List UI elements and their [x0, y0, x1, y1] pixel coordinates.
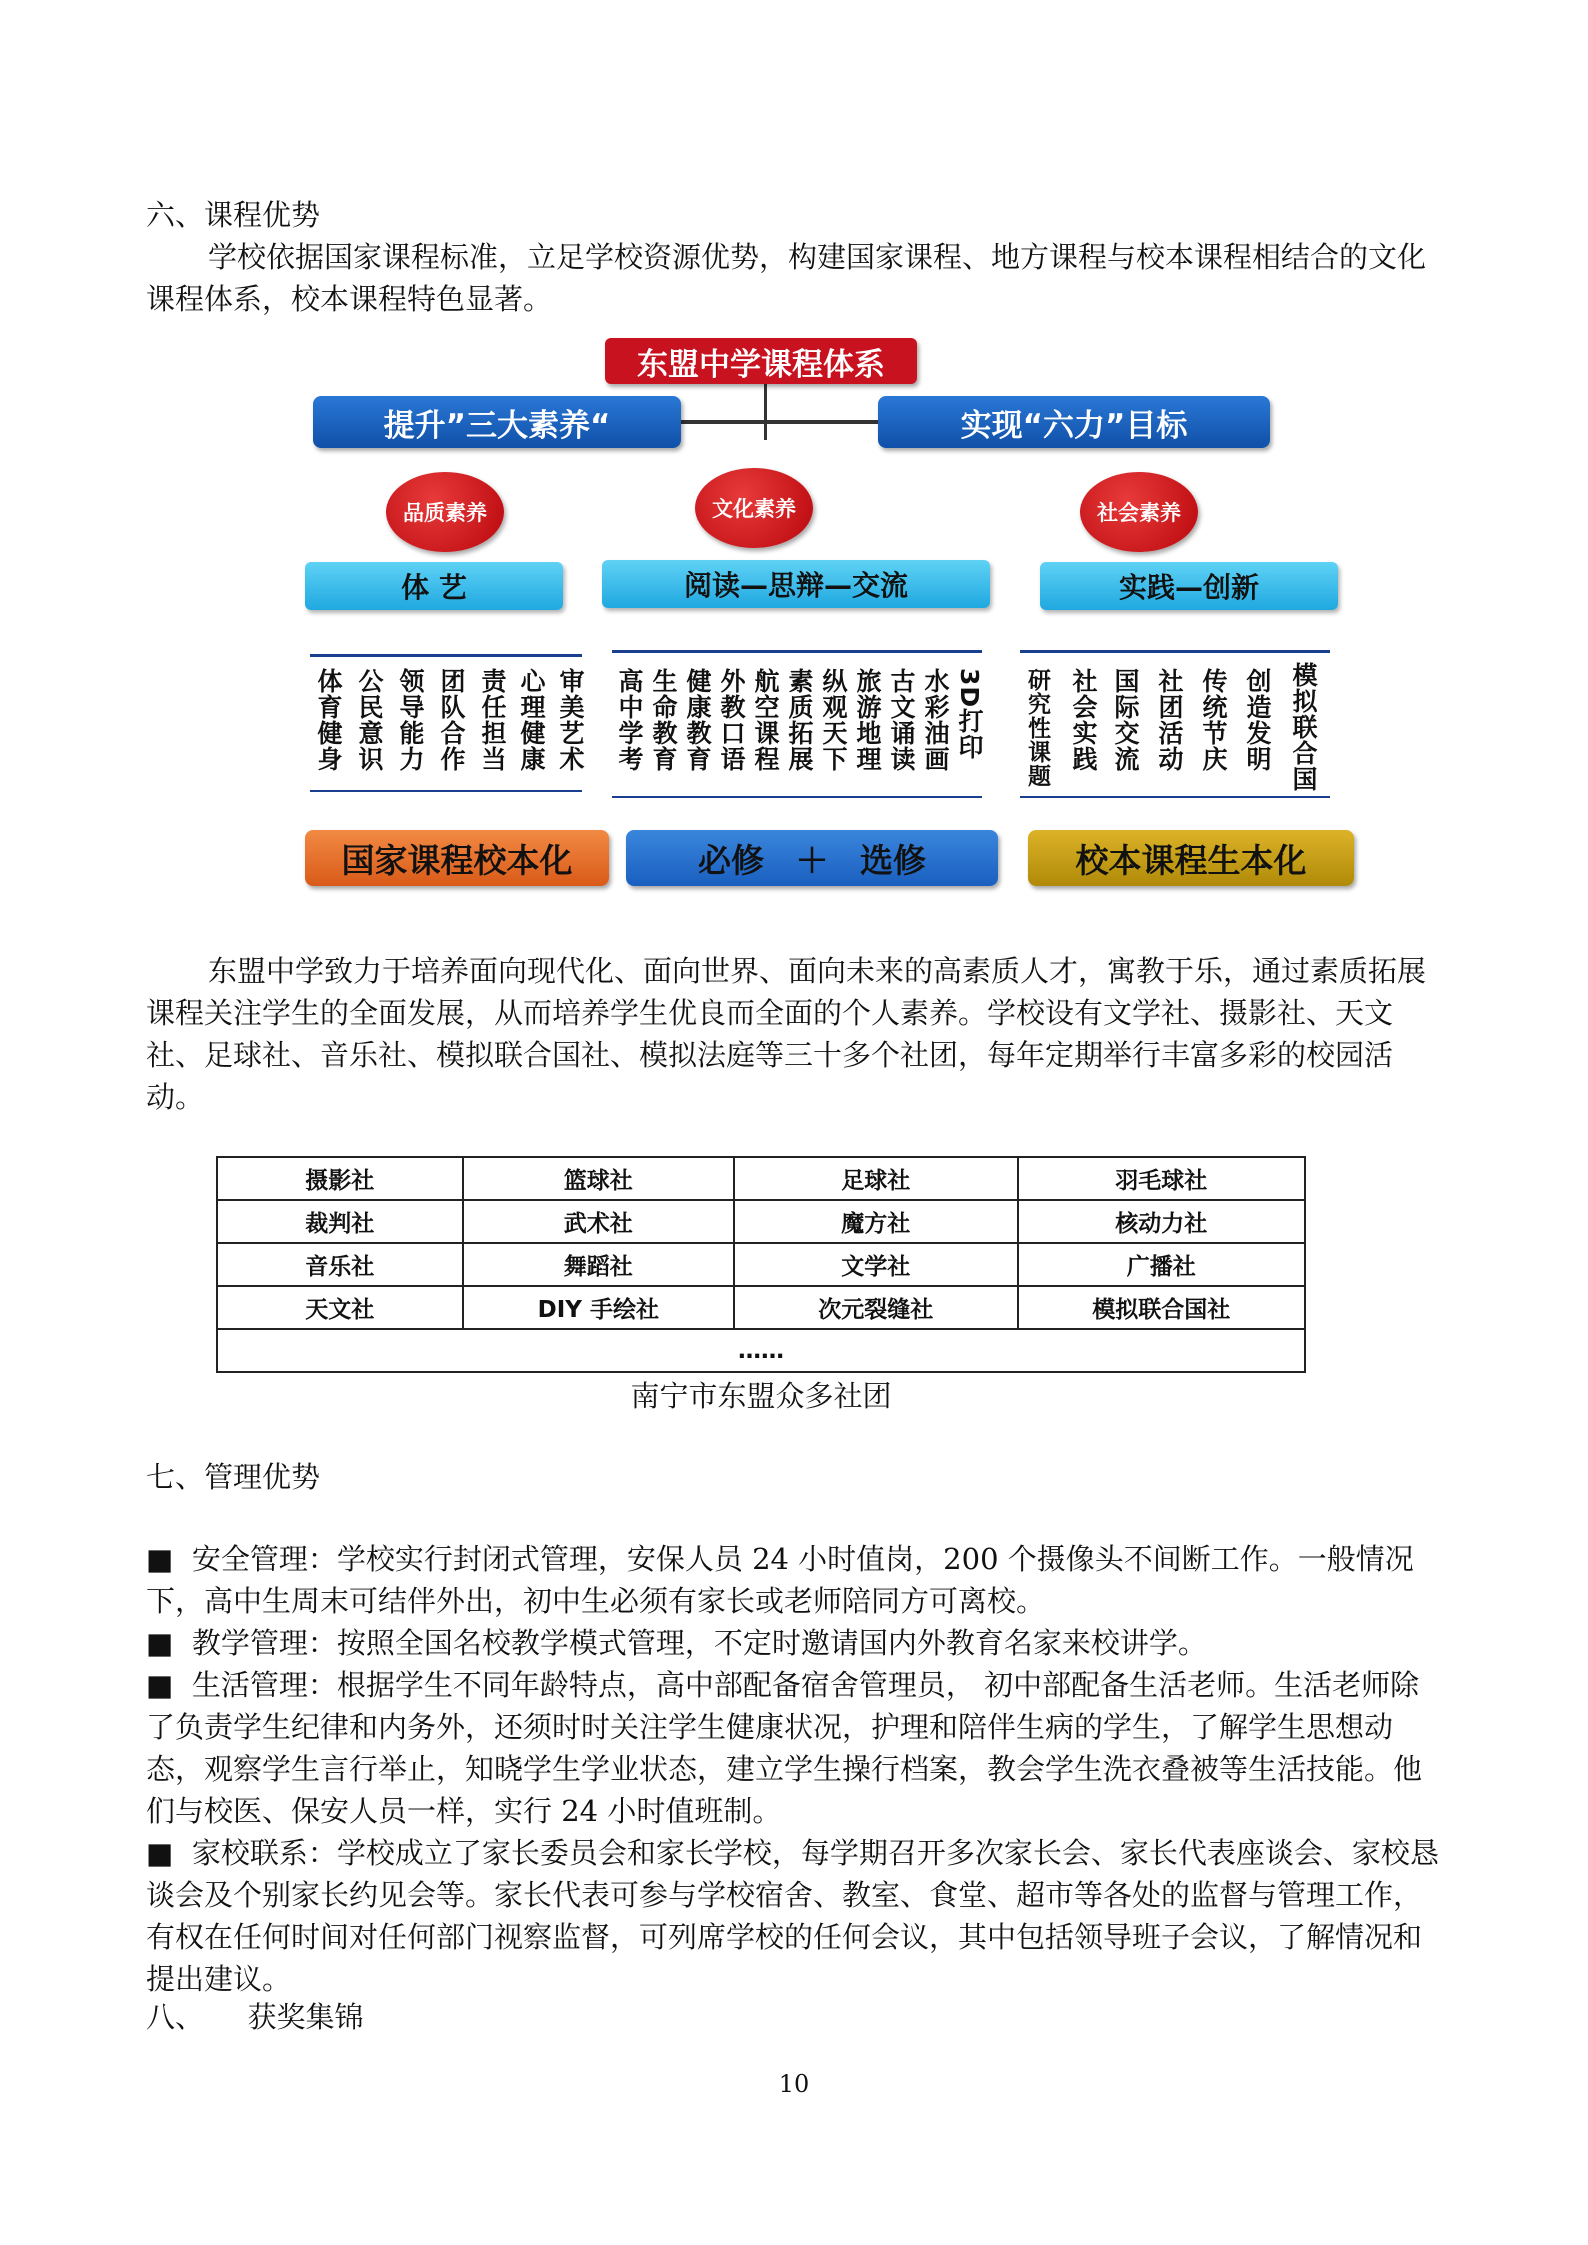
- page-number: 10: [778, 2070, 810, 2098]
- table-ellipsis: ……: [217, 1329, 1305, 1372]
- table-cell: 羽毛球社: [1018, 1157, 1305, 1200]
- clubs-paragraph: 东盟中学致力于培养面向现代化、面向世界、面向未来的高素质人才，寓教于乐，通过素质拓展课程关注学生的全面发展，从而培养学生优良而全面的个人素养。学校设有文学社、摄影社、天文社、足球社、音乐社、模拟联合国社、模拟法庭等三十多个社团，每年定期举行丰富多彩的校园活动。: [146, 954, 1427, 1114]
- table-cell: 足球社: [734, 1157, 1017, 1200]
- course-item: 审美艺术: [556, 668, 585, 772]
- table-cell: 魔方社: [734, 1200, 1017, 1243]
- table-row: [217, 1286, 1305, 1329]
- table-cell: DIY 手绘社: [463, 1286, 735, 1329]
- circle-society: 社会素养: [1080, 472, 1198, 552]
- circle-quality: 品质素养: [386, 472, 504, 552]
- bullet-icon: ■: [146, 1668, 174, 1702]
- circle-culture: 文化素养: [695, 468, 813, 548]
- course-item: 团队合作: [437, 668, 466, 772]
- group3-bottom-line: [1020, 796, 1330, 798]
- course-item: 3D打印: [955, 668, 984, 761]
- course-item: 外教口语: [717, 668, 746, 772]
- course-item: 创造发明: [1243, 668, 1272, 772]
- management-item-teaching: ■ 教学管理：按照全国名校教学模式管理，不定时邀请国内外教育名家来校讲学。: [146, 1626, 1207, 1660]
- bullet-icon: ■: [146, 1542, 174, 1576]
- bullet-icon: ■: [146, 1836, 174, 1870]
- group2-top-line: [612, 650, 982, 653]
- table-cell: 篮球社: [463, 1157, 735, 1200]
- course-item: 古文诵读: [887, 668, 916, 772]
- diagram-title: 东盟中学课程体系: [605, 338, 917, 384]
- goal-left: 提升”三大素养“: [313, 396, 681, 448]
- course-item: 旅游地理: [853, 668, 882, 772]
- management-item-life: ■ 生活管理：根据学生不同年龄特点，高中部配备宿舍管理员， 初中部配备生活老师。生活老师除了负责学生纪律和内务外，还须时时关注学生健康状况，护理和陪伴生病的学生，了解学生思想动态，观察学生言行举止，知晓学生学业状态，建立学生操行档案，教会学生洗衣叠被等生活技能。他们与校医、保安人员一样，实行 24 小时值班制。: [146, 1668, 1423, 1828]
- course-item: 社会实践: [1069, 668, 1098, 772]
- course-item: 素质拓展: [785, 668, 814, 772]
- group2-bottom-line: [612, 796, 982, 798]
- section6-heading: 六、课程优势: [146, 198, 321, 232]
- management-item-safety: ■ 安全管理：学校实行封闭式管理，安保人员 24 小时值岗，200 个摄像头不间断工作。一般情况下，高中生周末可结伴外出，初中生必须有家长或老师陪同方可离校。: [146, 1542, 1414, 1618]
- section7-heading: 七、管理优势: [146, 1460, 321, 1494]
- course-item: 领导能力: [396, 668, 425, 772]
- bullet-icon: ■: [146, 1626, 174, 1660]
- course-item: 水彩油画: [921, 668, 950, 772]
- course-item: 模拟联合国: [1289, 662, 1318, 792]
- course-item: 公民意识: [355, 668, 384, 772]
- table-row: [217, 1243, 1305, 1286]
- table-cell: 次元裂缝社: [734, 1286, 1017, 1329]
- course-item: 社团活动: [1155, 668, 1184, 772]
- course-item: 责任担当: [478, 668, 507, 772]
- bar-reading: 阅读—思辩—交流: [602, 560, 990, 608]
- section8-heading: 八、 获奖集锦: [146, 2000, 364, 2034]
- group1-top-line: [310, 654, 582, 657]
- bar-sports-arts: 体 艺: [305, 562, 563, 610]
- course-item: 高中学考: [615, 668, 644, 772]
- course-item: 纵观天下: [819, 668, 848, 772]
- goal-right: 实现“六力”目标: [878, 396, 1270, 448]
- bottom-national: 国家课程校本化: [305, 830, 609, 886]
- course-item: 研究性课题: [1024, 668, 1050, 788]
- table-row: [217, 1329, 1305, 1372]
- bottom-school: 校本课程生本化: [1028, 830, 1354, 886]
- group3-top-line: [1020, 650, 1330, 653]
- management-list: [146, 1538, 1446, 2000]
- diagram-connector-vertical: [764, 384, 767, 440]
- table-caption: 南宁市东盟众多社团: [630, 1379, 892, 1413]
- table-row: [217, 1157, 1305, 1200]
- bottom-required-elective: 必修 ＋ 选修: [626, 830, 998, 886]
- table-cell: 文学社: [734, 1243, 1017, 1286]
- course-item: 传统节庆: [1199, 668, 1228, 772]
- table-cell: 广播社: [1018, 1243, 1305, 1286]
- course-item: 生命教育: [649, 668, 678, 772]
- course-item: 心理健康: [517, 668, 546, 772]
- table-cell: 音乐社: [217, 1243, 463, 1286]
- table-cell: 天文社: [217, 1286, 463, 1329]
- table-cell: 摄影社: [217, 1157, 463, 1200]
- group1-bottom-line: [310, 790, 582, 792]
- table-row: [217, 1200, 1305, 1243]
- table-cell: 核动力社: [1018, 1200, 1305, 1243]
- table-cell: 裁判社: [217, 1200, 463, 1243]
- clubs-table: [216, 1156, 1306, 1373]
- management-item-home-school: ■ 家校联系：学校成立了家长委员会和家长学校，每学期召开多次家长会、家长代表座谈会、家校恳谈会及个别家长约见会等。家长代表可参与学校宿舍、教室、食堂、超市等各处的监督与管理工作，有权在任何时间对任何部门视察监督，可列席学校的任何会议，其中包括领导班子会议，了解情况和提出建议。: [146, 1836, 1439, 1996]
- table-cell: 舞蹈社: [463, 1243, 735, 1286]
- section6-intro: 学校依据国家课程标准，立足学校资源优势，构建国家课程、地方课程与校本课程相结合的文化课程体系，校本课程特色显著。: [146, 240, 1427, 316]
- course-item: 航空课程: [751, 668, 780, 772]
- course-item: 国际交流: [1111, 668, 1140, 772]
- table-cell: 模拟联合国社: [1018, 1286, 1305, 1329]
- table-cell: 武术社: [463, 1200, 735, 1243]
- diagram-connector-horizontal: [680, 420, 880, 424]
- course-item: 体育健身: [314, 668, 343, 772]
- bar-practice: 实践—创新: [1040, 562, 1338, 610]
- course-item: 健康教育: [683, 668, 712, 772]
